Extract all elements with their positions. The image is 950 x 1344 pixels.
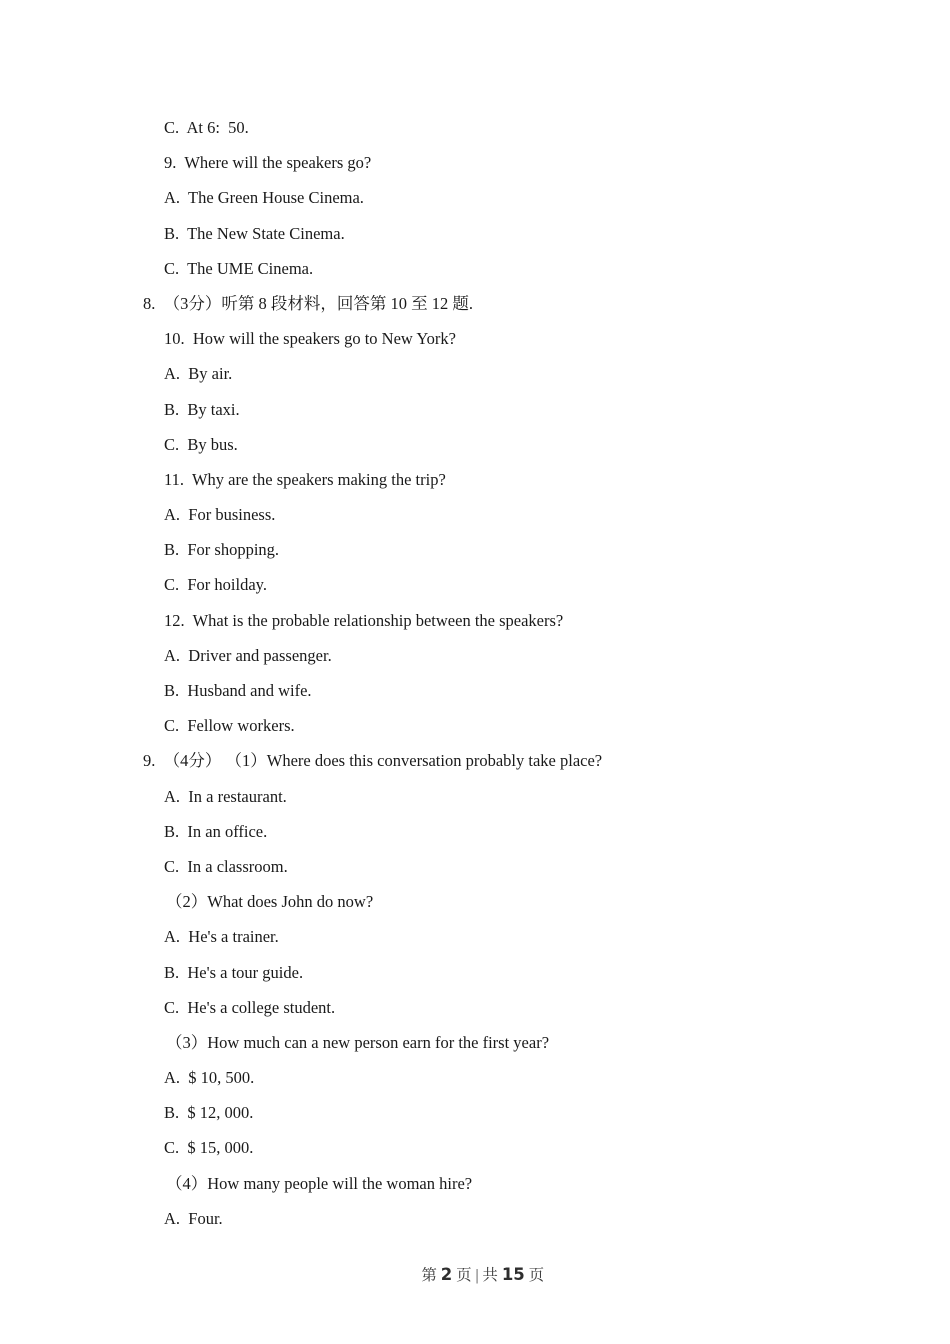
text-line: C. By bus. [164,434,238,454]
text-line: C. He's a college student. [164,997,336,1017]
text-line: （4）How many people will the woman hire? [166,1173,473,1193]
text-line: A. Driver and passenger. [164,645,332,665]
text-line: C. The UME Cinema. [164,258,314,278]
text-line: A. In a restaurant. [164,786,287,806]
footer-current-page: 2 [440,1265,453,1284]
text-line: A. He's a trainer. [164,927,279,947]
page-indicator [0,1242,950,1309]
text-line: 8. （3分）听第 8 段材料，回答第 10 至 12 题. [143,293,473,313]
text-line: A. The Green House Cinema. [164,188,364,208]
text-line: B. For shopping. [164,540,280,560]
footer-middle: 页 | 共 [452,1267,502,1284]
text-line: C. Fellow workers. [164,716,295,736]
footer-total-pages: 15 [501,1265,525,1284]
text-line: 9. （4分） （1）Where does this conversation probably take place? [143,751,603,771]
text-line: B. He's a tour guide. [164,962,304,982]
text-line: B. The New State Cinema. [164,223,345,243]
text-line: C. $ 15, 000. [164,1138,254,1158]
text-line: 9. Where will the speakers go? [164,153,372,173]
text-line: A. For business. [164,505,276,525]
text-line: （2）What does John do now? [166,892,374,912]
footer-suffix: 页 [524,1267,545,1284]
text-line: C. For hoilday. [164,575,267,595]
text-line: A. $ 10, 500. [164,1068,255,1088]
text-line: B. In an office. [164,821,268,841]
text-line: B. $ 12, 000. [164,1103,254,1123]
text-line: 11. Why are the speakers making the trip? [164,469,446,489]
text-line: B. By taxi. [164,399,240,419]
text-line: A. Four. [164,1208,223,1228]
text-line: 12. What is the probable relationship between the speakers? [164,610,564,630]
text-line: B. Husband and wife. [164,681,312,700]
text-line: 10. How will the speakers go to New York? [164,329,456,349]
question-list [0,110,950,1236]
text-line: C. In a classroom. [164,856,288,876]
text-line: （3）How much can a new person earn for the first year? [166,1032,550,1052]
text-line: A. By air. [164,364,233,384]
footer-prefix: 第 [421,1267,441,1284]
text-line: C. At 6: 50. [164,118,249,137]
